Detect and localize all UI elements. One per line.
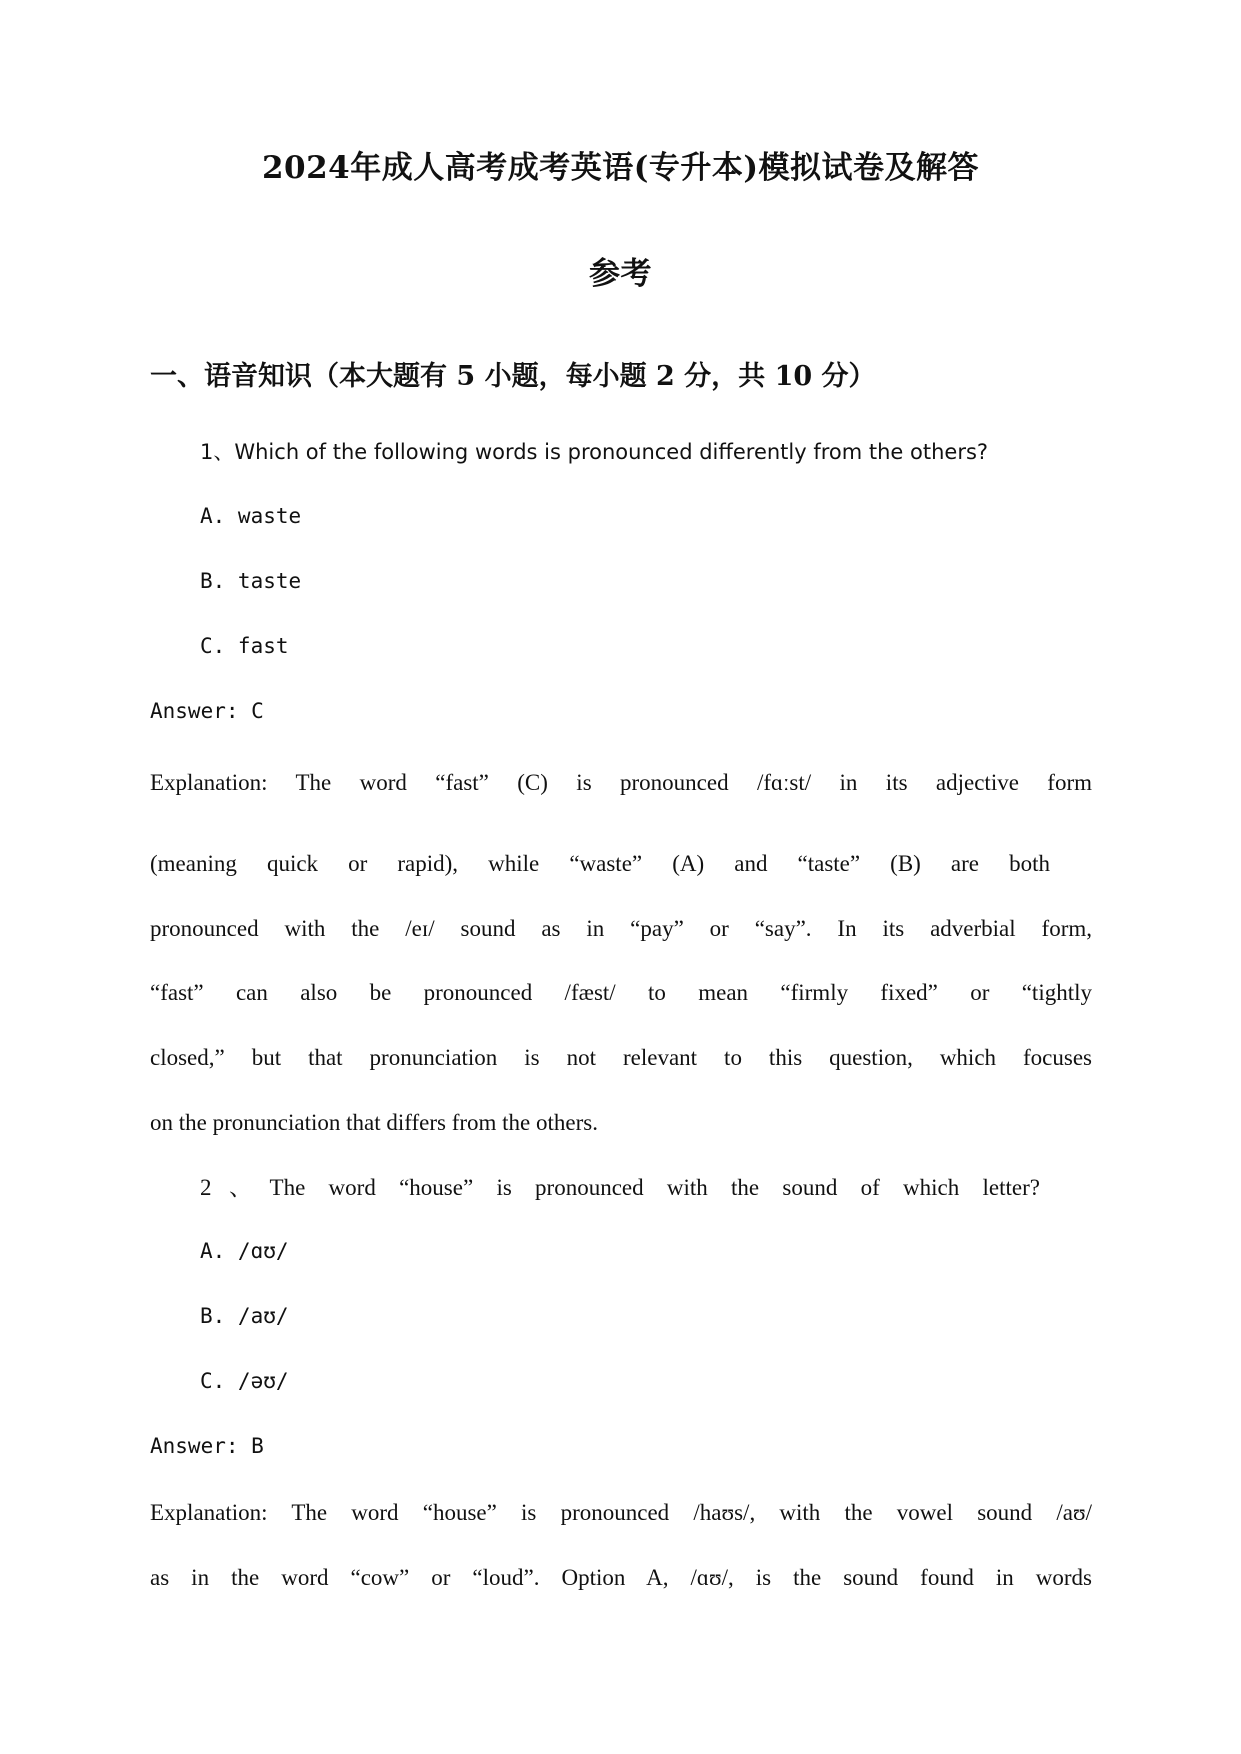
document-title-line-2: 参考 — [589, 256, 652, 292]
document-title-line-1: 2024年成人高考成考英语(专升本)模拟试卷及解答 — [261, 150, 980, 186]
question-1-explanation-line: (meaning quick or rapid), while “waste” (A) and “taste” (B) are both — [150, 851, 1050, 876]
question-2-option-c: C. /əʊ/ — [200, 1369, 289, 1393]
question-1-explanation-line: “fast” can also be pronounced /fæst/ to mean “firmly fixed” or “tightly — [150, 980, 1092, 1005]
question-1-explanation-line: closed,” but that pronunciation is not relevant to this question, which focuses — [150, 1045, 1092, 1070]
question-2-text: 2、The word “house” is pronounced with the sound of which letter? — [200, 1175, 1040, 1200]
question-1-text: 1、Which of the following words is pronounced differently from the others? — [200, 440, 989, 464]
question-1-explanation-line: pronounced with the /eɪ/ sound as in “pay” or “say”. In its adverbial form, — [150, 916, 1092, 941]
question-2-explanation-line: as in the word “cow” or “loud”. Option A, /ɑʊ/, is the sound found in words — [150, 1565, 1092, 1590]
question-1-explanation-line: Explanation: The word “fast” (C) is pronounced /fɑːst/ in its adjective form — [150, 770, 1092, 795]
section-heading: 一、语音知识（本大题有 5 小题，每小题 2 分，共 10 分） — [150, 361, 876, 392]
question-1-explanation-line: on the pronunciation that differs from the others. — [150, 1110, 598, 1135]
question-2-explanation-line: Explanation: The word “house” is pronounced /haʊs/, with the vowel sound /aʊ/ — [150, 1500, 1092, 1525]
question-1-answer: Answer: C — [150, 699, 264, 723]
question-1-option-b: B. taste — [200, 569, 302, 593]
question-2-option-b: B. /aʊ/ — [200, 1304, 289, 1328]
question-2-answer: Answer: B — [150, 1434, 264, 1458]
question-1-option-c: C. fast — [200, 634, 289, 658]
question-2-option-a: A. /ɑʊ/ — [200, 1239, 289, 1263]
question-1-option-a: A. waste — [200, 504, 302, 528]
